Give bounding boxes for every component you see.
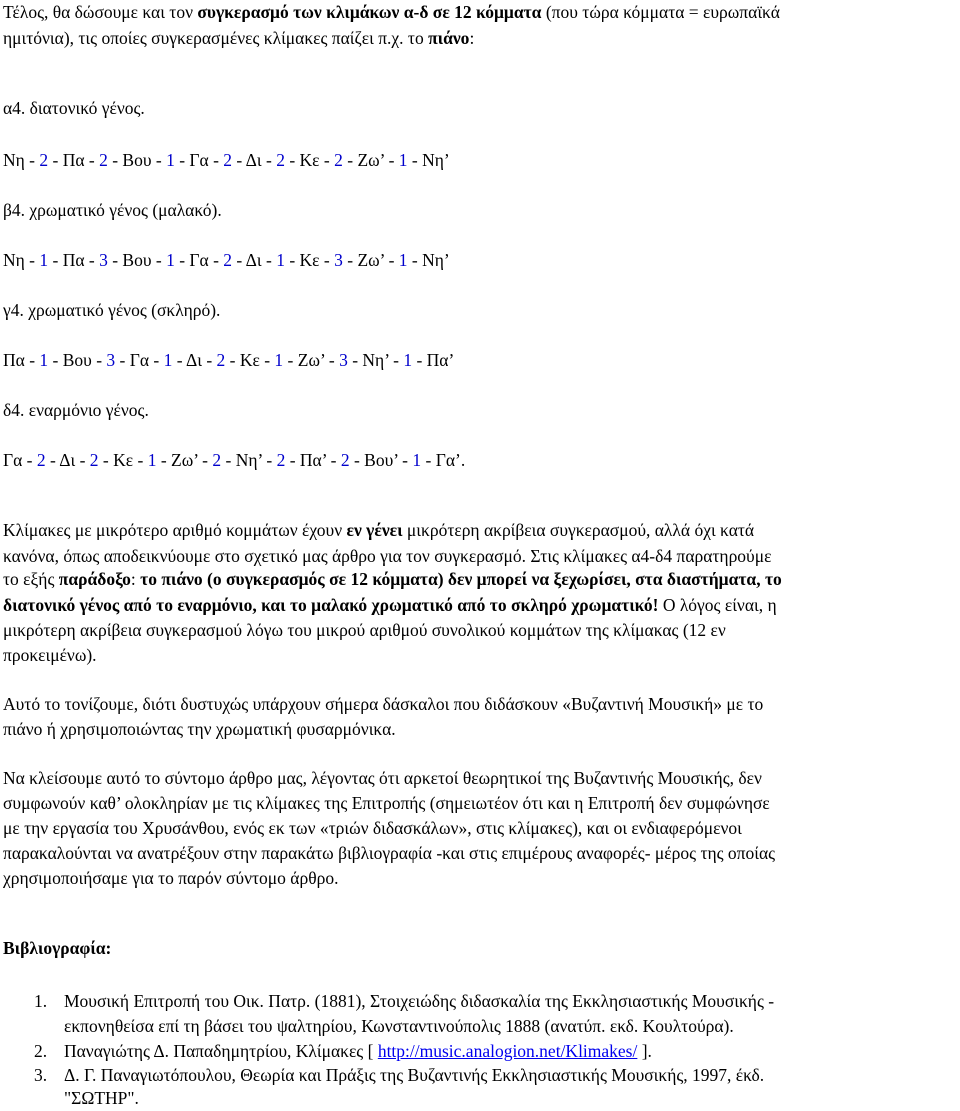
note-name: Κε <box>239 350 260 370</box>
bib-item-2 <box>64 1038 652 1064</box>
intro-line-1 <box>3 0 780 25</box>
interval-number: 1 <box>166 150 175 170</box>
interval-number: 2 <box>340 450 350 470</box>
p1-text: μικρότερη ακρίβεια συγκερασμού, αλλά όχι κατά <box>402 520 755 540</box>
interval-number: 1 <box>412 450 422 470</box>
note-name: Βου <box>122 150 152 170</box>
interval-number: 1 <box>276 250 285 270</box>
bib-item-3-line-1: Δ. Γ. Παναγιωτόπουλου, Θεωρία και Πράξις της Βυζαντινής Εκκλησιαστικής Μουσικής, 1997, έκδ. <box>64 1065 765 1085</box>
p1-bold: το πιάνο (ο συγκερασμός σε 12 κόμματα) δεν μπορεί να ξεχωρίσει, στα διαστήματα, το <box>140 569 782 589</box>
note-name: Πα’ <box>299 450 327 470</box>
note-name: Δι <box>185 350 202 370</box>
p1-bold: εν γένει <box>346 520 403 540</box>
interval-number: 2 <box>223 250 233 270</box>
interval-number: 1 <box>163 350 173 370</box>
interval-number: 2 <box>334 150 343 170</box>
p1-line-5: μικρότερη ακρίβεια συγκερασμού λόγω του μικρού αριθμού συνολικού κομμάτων της κλίμακας (12 εν <box>3 620 726 640</box>
note-name: Πα’ <box>426 350 455 370</box>
interval-number: 1 <box>39 350 49 370</box>
interval-number: 1 <box>147 450 157 470</box>
note-name: Κε <box>299 250 320 270</box>
interval-number: 2 <box>36 450 46 470</box>
note-name: Ζω’ <box>171 450 198 470</box>
note-name: Νη’ <box>422 250 450 270</box>
bib-item-1-line-1: Μουσική Επιτροπή του Οικ. Πατρ. (1881), Στοιχειώδης διδασκαλία της Εκκλησιαστικής Μουσικής - <box>64 991 775 1011</box>
p1-line-1 <box>3 517 754 543</box>
interval-number: 1 <box>398 250 408 270</box>
bib-item-3-line-2: "ΣΩΤΗΡ". <box>64 1088 139 1108</box>
intro-bold-word: πιάνο <box>428 28 470 48</box>
note-name: Πα <box>62 250 85 270</box>
interval-number: 1 <box>398 150 408 170</box>
note-name: Γα <box>129 350 150 370</box>
note-name: Νη <box>3 150 25 170</box>
interval-number: 1 <box>39 250 49 270</box>
bib-text: Παναγιώτης Δ. Παπαδημητρίου, Κλίμακες [ <box>64 1041 378 1061</box>
note-name: Βου <box>122 250 152 270</box>
note-name: Πα <box>62 150 85 170</box>
p3-line-2: συμφωνούν καθ’ ολοκληρίαν με τις κλίμακες της Επιτροπής (σημειωτέον ότι και η Επιτροπή δεν συμφώνησε <box>3 793 770 813</box>
interval-number: 1 <box>166 250 175 270</box>
interval-number: 2 <box>89 450 99 470</box>
p1-line-2: κανόνα, όπως αποδεικνύουμε στο σχετικό μας άρθρο για τον συγκερασμό. Στις κλίμακες α4-δ4 παρατηρούμε <box>3 546 772 566</box>
intro-line-2 <box>3 25 474 51</box>
bib-text: ]. <box>637 1041 652 1061</box>
note-name: Ζω’ <box>297 350 325 370</box>
note-name: Γα <box>189 250 209 270</box>
bibliography-heading-text: Βιβλιογραφία: <box>3 938 112 958</box>
p3-line-5: χρησιμοποιήσαμε για το παρόν σύντομο άρθρο. <box>3 868 339 888</box>
interval-number: 2 <box>276 150 285 170</box>
p2-line-2: πιάνο ή χρησιμοποιώντας την χρωματική φυσαρμόνικα. <box>3 719 396 739</box>
interval-number: 2 <box>99 150 108 170</box>
note-name: Δι <box>245 150 262 170</box>
scale-end: . <box>460 450 466 470</box>
note-name: Γα <box>189 150 209 170</box>
interval-number: 2 <box>216 350 226 370</box>
intro-bold-phrase: συγκερασμό των κλιμάκων α-δ σε 12 κόμματα <box>197 2 542 22</box>
note-name: Πα <box>3 350 25 370</box>
interval-number: 1 <box>403 350 413 370</box>
scale-heading-a4: α4. διατονικό γένος. <box>3 98 145 118</box>
note-name: Κε <box>299 150 320 170</box>
p2-line-1: Αυτό το τονίζουμε, διότι δυστυχώς υπάρχουν σήμερα δάσκαλοι που διδάσκουν «Βυζαντινή Μουσική» με το <box>3 694 764 714</box>
p1-line-3 <box>3 566 782 592</box>
scale-heading-d4: δ4. εναρμόνιο γένος. <box>3 400 149 420</box>
intro-text: ημιτόνια), τις οποίες συγκερασμένες κλίμακες παίζει π.χ. το <box>3 28 429 48</box>
interval-number: 3 <box>334 250 343 270</box>
interval-number: 2 <box>212 450 222 470</box>
p1-text: : <box>130 569 141 589</box>
note-name: Νη’ <box>235 450 263 470</box>
p1-line-4 <box>3 592 777 618</box>
note-name: Γα’ <box>435 450 461 470</box>
intro-text: : <box>469 28 475 48</box>
scale-line-b4: Νη - 1 - Πα - 3 - Βου - 1 - Γα - 2 - Δι - 1 - Κε - 3 - Ζω’ - 1 - Νη’ <box>3 250 450 270</box>
interval-number: 3 <box>99 250 108 270</box>
interval-number: 3 <box>106 350 116 370</box>
bib-item-1-line-2: εκπονηθείσα επί τη βάσει του ψαλτηρίου, Κωνσταντινούπολις 1888 (ανατύπ. εκδ. Κουλτούρα). <box>64 1016 734 1036</box>
p3-line-1: Να κλείσουμε αυτό το σύντομο άρθρο μας, λέγοντας ότι αρκετοί θεωρητικοί της Βυζαντινής Μουσικής, δεν <box>3 768 762 788</box>
p1-text: Ο λόγος είναι, η <box>658 595 777 615</box>
klimakes-link[interactable]: http://music.analogion.net/Klimakes/ <box>377 1041 638 1061</box>
note-name: Νη’ <box>362 350 389 370</box>
p1-bold: διατονικό γένος από το εναρμόνιο, και το μαλακό χρωματικό από το σκληρό χρωματικό! <box>3 595 659 615</box>
note-name: Βου <box>62 350 92 370</box>
bib-number: 1. <box>34 991 48 1011</box>
p1-bold: παράδοξο <box>58 569 131 589</box>
bib-number: 2. <box>34 1041 48 1061</box>
bib-number: 3. <box>34 1065 48 1085</box>
note-name: Ζω’ <box>357 250 385 270</box>
note-name: Κε <box>113 450 134 470</box>
note-name: Νη’ <box>422 150 450 170</box>
intro-text: (που τώρα κόμματα = ευρωπαϊκά <box>541 2 780 22</box>
interval-number: 2 <box>276 450 286 470</box>
p3-line-4: παρακαλούνται να ανατρέξουν στην παρακάτω βιβλιογραφία -και στις επιμέρους αναφορές- μέρος της οποίας <box>3 843 776 863</box>
note-name: Βου’ <box>364 450 398 470</box>
scale-line-d4: Γα - 2 - Δι - 2 - Κε - 1 - Ζω’ - 2 - Νη’ - 2 - Πα’ - 2 - Βου’ - 1 - Γα’. <box>3 450 466 470</box>
note-name: Νη <box>3 250 25 270</box>
note-name: Δι <box>59 450 76 470</box>
scale-line-a4: Νη - 2 - Πα - 2 - Βου - 1 - Γα - 2 - Δι - 2 - Κε - 2 - Ζω’ - 1 - Νη’ <box>3 150 450 170</box>
intro-text: Τέλος, θα δώσουμε και τον <box>3 2 198 22</box>
p1-text: Κλίμακες με μικρότερο αριθμό κομμάτων έχουν <box>3 520 347 540</box>
interval-number: 2 <box>223 150 233 170</box>
scale-heading-c4: γ4. χρωματικό γένος (σκληρό). <box>3 300 221 320</box>
bibliography-heading <box>3 935 111 961</box>
interval-number: 2 <box>39 150 49 170</box>
p1-line-6: προκειμένω). <box>3 645 97 665</box>
scale-heading-b4: β4. χρωματικό γένος (μαλακό). <box>3 200 222 220</box>
p3-line-3: με την εργασία του Χρυσάνθου, ενός εκ των «τριών διδασκάλων», στις κλίμακες), και οι ενδιαφερόμενοι <box>3 818 742 838</box>
p1-text: το εξής <box>3 569 59 589</box>
note-name: Γα <box>3 450 23 470</box>
note-name: Ζω’ <box>357 150 385 170</box>
interval-number: 1 <box>274 350 284 370</box>
scale-line-c4: Πα - 1 - Βου - 3 - Γα - 1 - Δι - 2 - Κε - 1 - Ζω’ - 3 - Νη’ - 1 - Πα’ <box>3 350 455 370</box>
interval-number: 3 <box>339 350 348 370</box>
note-name: Δι <box>245 250 262 270</box>
